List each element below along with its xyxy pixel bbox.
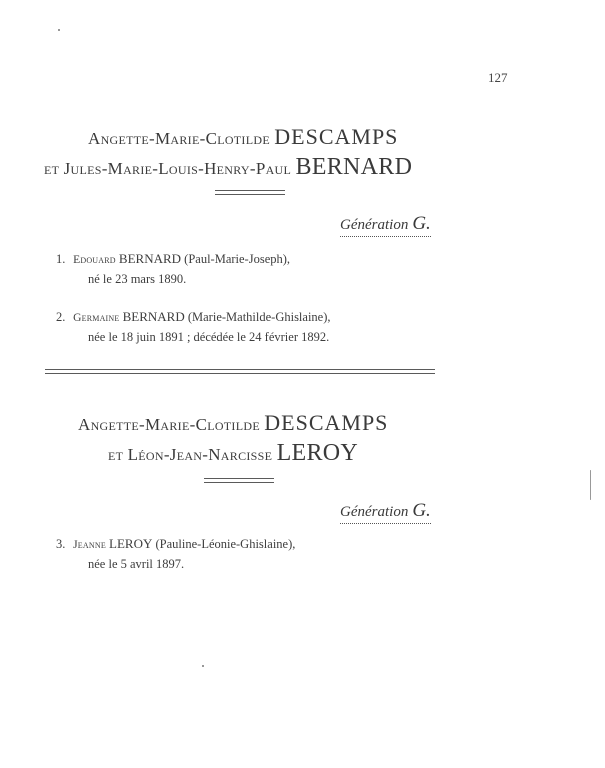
paper-speck — [58, 29, 60, 31]
generation-letter: G. — [412, 213, 431, 234]
generation-word: Génération — [340, 217, 409, 233]
entry-surname: BERNARD — [122, 309, 185, 324]
entry-names: (Paul-Marie-Joseph), — [184, 252, 291, 266]
paper-edge-mark — [590, 470, 591, 500]
heading-prefix: et — [108, 445, 124, 464]
heading-underline-rule — [215, 190, 285, 195]
section-heading-line1 — [0, 410, 605, 436]
entry-number: 3. — [56, 537, 66, 551]
paper-speck — [202, 665, 204, 667]
heading-surname: DESCAMPS — [274, 124, 399, 149]
heading-given-names: Jules-Marie-Louis-Henry-Paul — [63, 159, 292, 178]
entry-given-name: Germaine — [73, 312, 120, 324]
child-entry — [56, 249, 290, 289]
generation-label — [340, 213, 431, 237]
page-number: 127 — [488, 70, 508, 85]
heading-given-names: Léon-Jean-Narcisse — [127, 445, 273, 464]
entry-number: 2. — [56, 310, 66, 324]
child-entry — [56, 307, 331, 347]
entry-details: né le 23 mars 1890. — [88, 272, 187, 286]
heading-given-names: Angette-Marie-Clotilde — [78, 415, 260, 434]
heading-underline-rule — [204, 478, 274, 483]
entry-surname: BERNARD — [118, 251, 182, 266]
entry-details: née le 18 juin 1891 ; décédée le 24 février 1892. — [88, 330, 330, 344]
entry-details: née le 5 avril 1897. — [88, 557, 185, 571]
section-divider — [45, 369, 435, 374]
section-heading-line2 — [0, 440, 605, 467]
entry-given-name: Edouard — [73, 254, 116, 266]
heading-surname: DESCAMPS — [264, 410, 389, 435]
entry-surname: LEROY — [109, 536, 153, 551]
heading-surname: BERNARD — [295, 154, 413, 180]
heading-given-names: Angette-Marie-Clotilde — [88, 129, 270, 148]
entry-number: 1. — [56, 252, 66, 266]
child-entry — [56, 534, 295, 574]
entry-names: (Marie-Mathilde-Ghislaine), — [187, 310, 331, 324]
generation-word: Génération — [340, 504, 409, 520]
entry-names: (Pauline-Léonie-Ghislaine), — [155, 537, 296, 551]
generation-label — [340, 500, 431, 524]
entry-given-name: Jeanne — [73, 539, 106, 551]
heading-prefix: et — [44, 159, 60, 178]
heading-surname: LEROY — [276, 440, 359, 466]
generation-letter: G. — [412, 500, 431, 521]
section-heading-line1 — [0, 124, 605, 150]
section-heading-line2 — [0, 154, 605, 181]
